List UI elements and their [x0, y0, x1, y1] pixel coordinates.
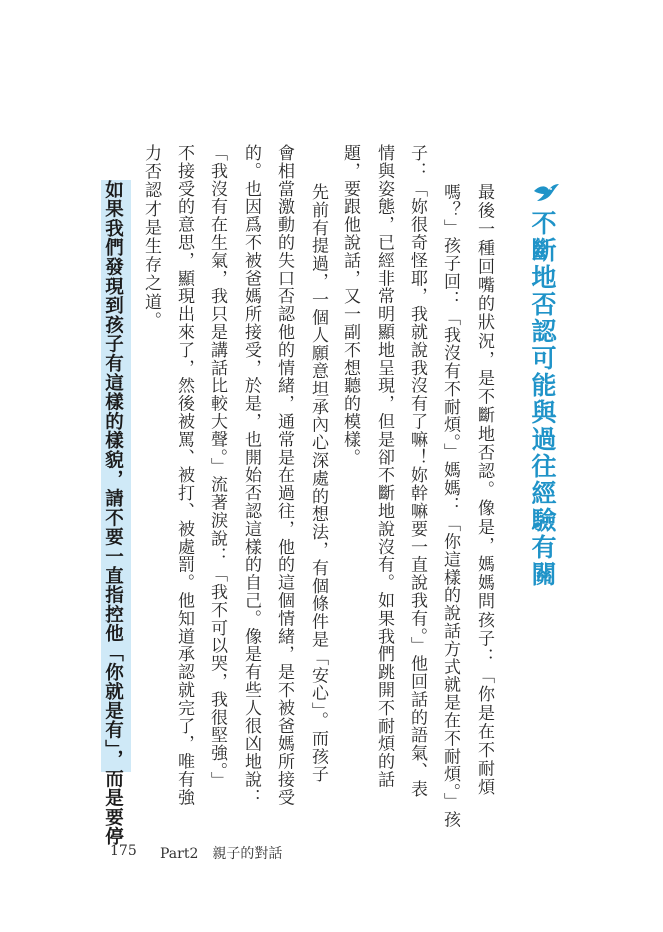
body-column-7: 會相當激動的失口否認他的情緒，通常是在過往，他的這個情緒，是不被爸媽所接受	[274, 144, 294, 807]
running-head: Part2 親子的對話	[160, 846, 283, 862]
emphasis-text: 如果我們發現到孩子有這樣的樣貌，請不要一直指控他「你就是有」，而是要停	[102, 180, 124, 847]
body-column-6: 先前有提過，一個人願意坦承內心深處的想法，有個條件是「安心」。而孩子	[308, 183, 328, 784]
body-column-10: 不接受的意思，顯現出來了，然後被罵、被打、被處罰。他知道承認就完了，唯有強	[174, 144, 194, 807]
body-column-1: 最後一種回嘴的狀況，是不斷地否認。像是，媽媽問孩子：「你是在不耐煩	[474, 183, 494, 797]
section-title: 不斷地否認可能與過往經驗有關	[528, 210, 557, 588]
body-column-2: 嗎？」孩子回：「我沒有不耐煩。」媽媽：「你這樣的說話方式就是在不耐煩。」孩	[440, 183, 460, 829]
body-column-9: 「我沒有在生氣，我只是講話比較大聲。」流著淚說：「我不可以哭，我很堅強。」	[207, 144, 227, 790]
bird-icon	[532, 181, 560, 205]
body-column-11: 力否認才是生存之道。	[141, 144, 161, 330]
body-column-4: 情與姿態，已經非常明顯地呈現，但是卻不斷地說沒有。如果我們跳開不耐煩的話	[374, 144, 394, 789]
body-column-3: 子：「妳很奇怪耶，我就說我沒有了嘛！妳幹嘛要一直說我有。」他回話的語氣、表	[407, 144, 427, 798]
body-column-8: 的。也因爲不被爸媽所接受，於是，也開始否認這樣的自己。像是有些人很凶地說：	[241, 144, 261, 807]
body-column-5: 題，要跟他說話，又一副不想聽的模樣。	[340, 144, 360, 467]
page-number: 175	[110, 843, 137, 859]
